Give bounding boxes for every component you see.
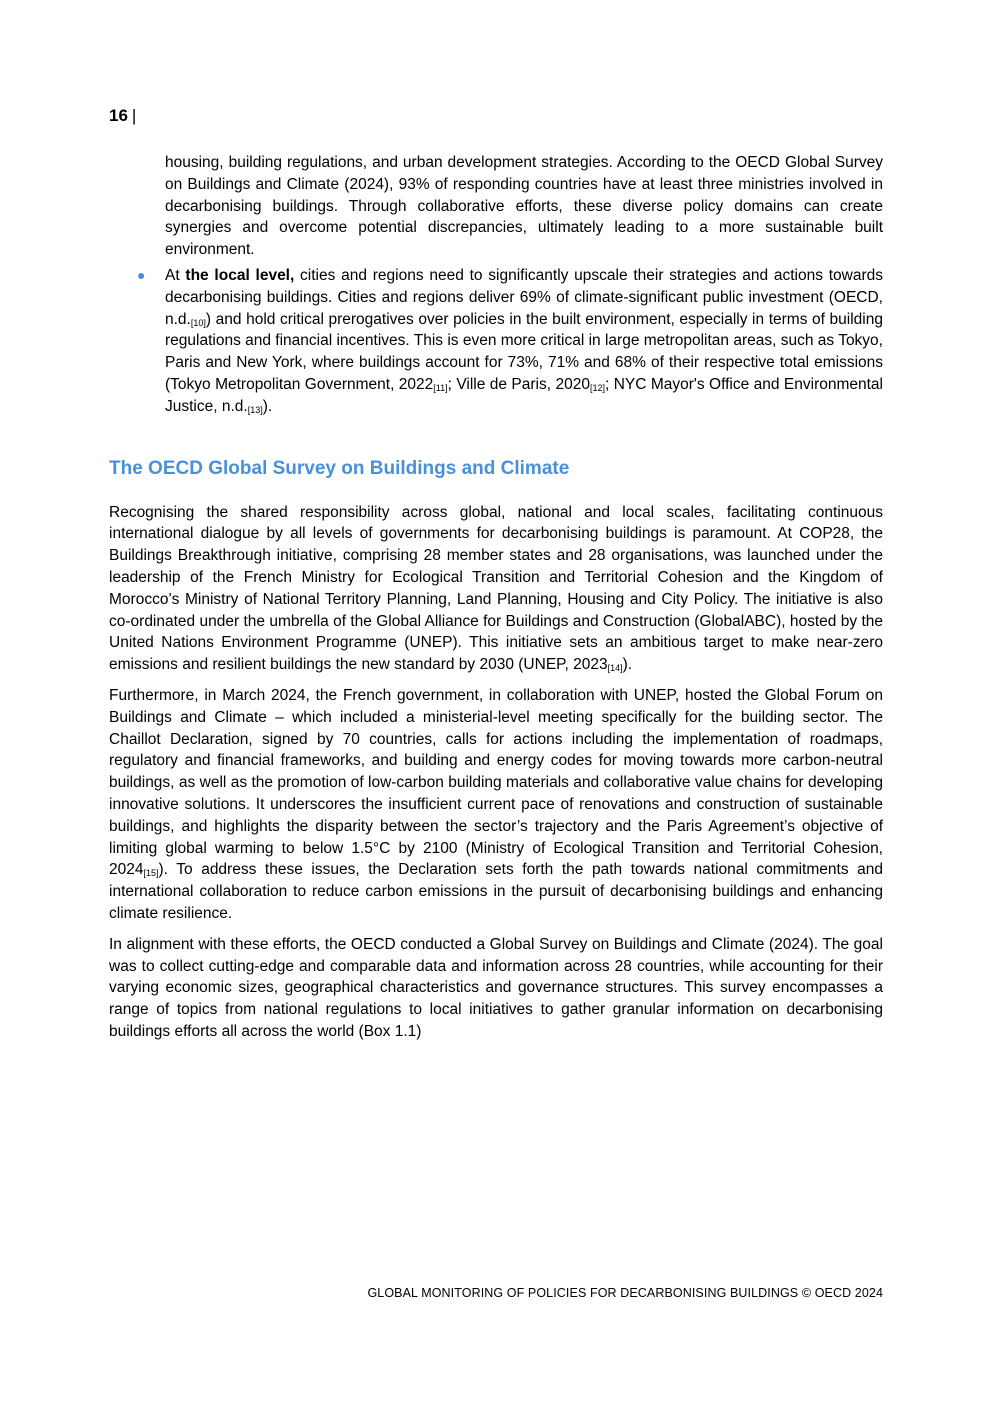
section-heading: The OECD Global Survey on Buildings and Climate <box>109 457 570 479</box>
reference-link[interactable]: [13] <box>247 404 263 415</box>
reference-link[interactable]: [10] <box>190 317 206 328</box>
main-content <box>109 152 883 1052</box>
bullet-icon: ● <box>137 266 146 283</box>
paragraph-2: Furthermore, in March 2024, the French government, in collaboration with UNEP, hosted the Global Forum on Buildings and Climate – which included a ministerial-level meeting specifically for the building sector. The Chaillot Declaration, signed by 70 countries, calls for actions including the implementation of roadmaps, regulatory and financial frameworks, and building and energy codes for moving towards more carbon-neutral buildings, as well as the promotion of low-carbon building materials and collaborative value chains for developing innovative solutions. It underscores the insufficient current pace of renovations and construction of sustainable buildings, and highlights the disparity between the sector’s trajectory and the Paris Agreement’s objective of limiting global warming to below 1.5°C by 2100 (Ministry of Ecological Transition and Territorial Cohesion, $2024_{[15]}$). To address these issues, the Declaration sets forth the path towards national commitments and international collaboration to reduce carbon emissions in the pursuit of decarbonising buildings and enhancing climate resilience. <box>109 686 883 922</box>
page-number: 16 | <box>109 106 137 125</box>
reference-link[interactable]: [12] <box>589 382 605 393</box>
paragraph-3: In alignment with these efforts, the OECD conducted a Global Survey on Buildings and Climate (2024). The goal was to collect cutting-edge and comparable data and information across 28 countries, while accounting for their varying economic sizes, geographical characteristics and governance structures. This survey encompasses a range of topics from national regulations to local initiatives to gather granular information on decarbonising buildings efforts all across the world (Box 1.1) <box>109 935 883 1040</box>
list-item-local-level: ● At the local level, cities and regions need to significantly upscale their strategies and actions towards decarbonising buildings. Cities and regions deliver 69% of climate-significant public investment (OECD, $n.d._{[10]}$) and hold critical prerogatives over policies in the built environment, especially in terms of building regulations and financial incentives. This is even more critical in large metropolitan areas, such as Tokyo, Paris and New York, where buildings account for 73%, 71% and 68% of their respective total emissions (Tokyo Metropolitan Government, $2022_{[11]}$; Ville de Paris, $2020_{[12]}$; NYC Mayor's Office and Environmental Justice, $n.d._{[13]}$). <box>137 266 883 415</box>
reference-link[interactable]: [14] <box>607 663 623 674</box>
bold-phrase: the local level, <box>185 266 295 284</box>
reference-link[interactable]: [11] <box>433 382 448 393</box>
reference-link[interactable]: [15] <box>143 868 159 879</box>
page-footer: GLOBAL MONITORING OF POLICIES FOR DECARBONISING BUILDINGS © OECD 2024 <box>367 1286 883 1300</box>
paragraph-1: Recognising the shared responsibility across global, national and local scales, facilitating continuous international dialogue by all levels of governments for decarbonising buildings is paramount. At COP28, the Buildings Breakthrough initiative, comprising 28 member states and 28 organisations, was launched under the leadership of the French Ministry for Ecological Transition and Territorial Cohesion and the Kingdom of Morocco’s Ministry of National Territory Planning, Land Planning, Housing and City Policy. The initiative is also co-ordinated under the umbrella of the Global Alliance for Buildings and Construction (GlobalABC), hosted by the United Nations Environment Programme (UNEP). This initiative sets an ambitious target to make near-zero emissions and resilient buildings the new standard by 2030 (UNEP, $2023_{[14]}$). <box>109 503 883 674</box>
continued-paragraph: housing, building regulations, and urban development strategies. According to the OECD Global Survey on Buildings and Climate (2024), 93% of responding countries have at least three ministries involved in decarbonising buildings. Through collaborative efforts, these diverse policy domains can create synergies and overcome potential discrepancies, ultimately leading to a more sustainable built environment. <box>165 154 883 259</box>
